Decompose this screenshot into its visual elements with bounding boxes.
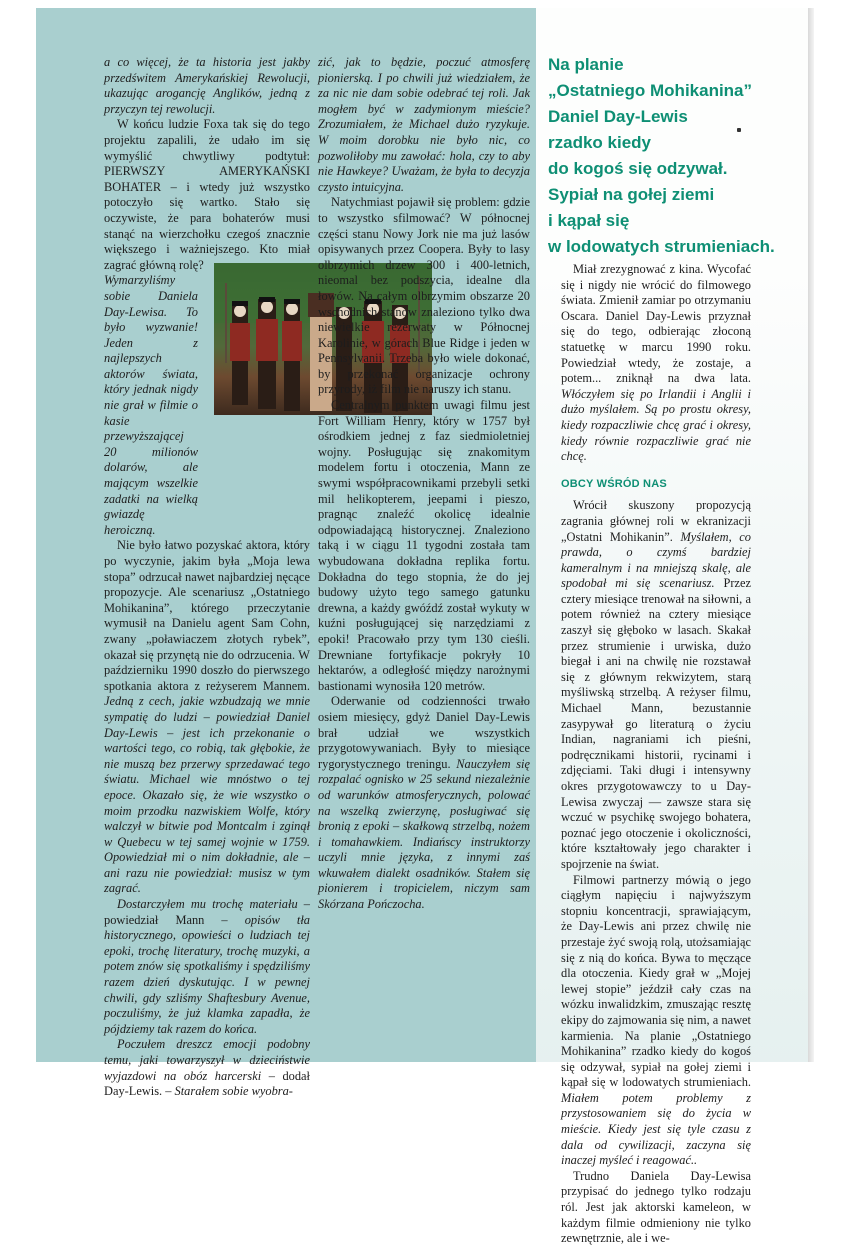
paragraph: Filmowi partnerzy mówią o jego ciągłym napięciu i najwyższym stopniu koncentracji, sprawiającym, że Day-Lewis ani przez chwilę nie przestaje żyć swoją rolą, utożsamiając się z nią do końca. Bywa to męczące dla otoczenia. Kiedy grał w „Mojej lewej stopie” jeździł cały czas na wózku inwalidzkim, zmuszając resztę ekipy do zajmowania się nim, a nawet karmienia. Na planie „Ostatniego Mohikanina” rzadko kiedy do kogoś się odzywał, sypiał na gołej ziemi i kąpał się w lodowatych strumieniach. Miałem potem problemy z przystosowaniem się do życia w mieście. Kiedy jest się tyle czasu z dala od cywilizacji, zaczyna się inaczej myśleć i reagować.. [561, 872, 751, 1168]
pull-quote-line: Na planie [548, 55, 624, 74]
paragraph: Dostarczyłem mu trochę materiału – powiedział Mann – opisów tła historycznego, opowieści o ludziach tej epoki, trochę literatury, trochę muzyki, a potem znów się spotkaliśmy i spędziliśmy razem dzień dyskutując. I w pewnej chwili, gdy szliśmy Shaftesbury Avenue, poczuliśmy, że już klamka zapadła, że pójdziemy tak razem do końca. [104, 897, 310, 1036]
paragraph: W końcu ludzie Foxa tak się do tego projektu zapalili, że udało im się wymyślić chwytliwy podtytuł: PIERWSZY AMERYKAŃSKI BOHATER – i wtedy już wszystko potoczyło się wartko. Stało się oczywiste, że para bohaterów musi stanąć na wierzchołku czegoś znacznie większego i ważniejszego. Kto miał zagrać główną rolę? [104, 117, 310, 272]
paragraph: Natychmiast pojawił się problem: gdzie to wszystko sfilmować? W północnej części stanu Nowy Jork nie ma już lasów opisywanych przez Coopera. Były to lasy olbrzymich drzew 300 i 400-letnich, nieomal bez podszycia, idealne dla łowów. Na całym olbrzymim obszarze 20 wschodnich stanów znaleziono tylko dwa niewielkie rezerwaty w Północnej Karolinie, w górach Blue Ridge i jeden w Pennsylvanii. Trzeba było wiele dokonać, by przekonać organizacje ochrony przyrody, iż film nie naruszy ich stanu. [318, 195, 530, 397]
pull-quote [548, 52, 775, 260]
paragraph: zić, jak to będzie, poczuć atmosferę pionierską. I po chwili już wiedziałem, że za nic nie dam sobie odebrać tej roli. Jak mogłem być w zadymionym mieście? Zrozumiałem, że Michael dużo ryzykuje. W moim dorobku nie było nic, co pozwoliłoby mu zawołać: hola, czy to aby nie Hawkeye? Uważam, że była to decyzja czysto intuicyjna. [318, 55, 530, 194]
paragraph: Nie było łatwo pozyskać aktora, który po wyczynie, jakim była „Moja lewa stopa” odrzucał nawet najbardziej nęcące propozycje. Ale scenariusz „Ostatniego Mohikanina”, którego przeczytanie wymusił na Danielu agent Sam Cohn, zwany „poławiaczem złotych rybek”, okazał się przynętą nie do odrzucenia. W październiku 1990 doszło do pierwszego spotkania aktora z reżyserem Mannem. Jedną z cech, jakie wzbudzają we mnie sympatię do ludzi – powiedział Daniel Day-Lewis – jest ich przekonanie o wartości tego, co robią, tak głębokie, że nie muszą bez przerwy sprzedawać tego światu. Michael wie mnóstwo o tej epoce. Okazało się, że wie wszystko o moim przodku nazwiskiem Wolfe, który walczył w bitwie pod Montcalm i zginął w Quebecu w tej samej wojnie w 1759. Opowiedział mi o nim dokładnie, ale – ani razu nie powiedział: musisz w tym zagrać. [104, 538, 310, 896]
intro-paragraph: Miał zrezygnować z kina. Wycofać się i nigdy nie wrócić do filmowego świata. Zmienił zamiar po otrzymaniu Oscara. Daniel Day-Lewis przyznał się do tego, odbierając złoconą statuetkę w marcu 1990 roku. Powiedział wtedy, że zostaje, a potem... zniknął na dwa lata. Włóczyłem się po Irlandii i Anglii i dużo myślałem. Są po prostu okresy, kiedy rozpaczliwie chcę grać i okresy, kiedy równie rozpaczliwie grać nie chcę. [561, 262, 751, 464]
paragraph: Poczułem dreszcz emocji podobny temu, jaki towarzyszył w dzieciństwie wyjazdowi na obóz harcerski – dodał Day-Lewis. – Starałem sobie wyobra- [104, 1037, 310, 1099]
pull-quote-line: „Ostatniego Mohikanina” [548, 81, 753, 100]
page-edge-shadow [808, 8, 814, 1062]
article-column-1 [104, 55, 310, 1100]
paragraph: a co więcej, że ta historia jest jakby przedświtem Amerykańskiej Rewolucji, ukazując arogancję Anglików, jedną z przyczyn tej rewolucji. [104, 55, 310, 116]
article-column-3 [561, 262, 751, 1247]
paragraph: Centralnym punktem uwagi filmu jest Fort William Henry, który w 1757 był ośrodkiem jednej z faz siedmioletniej wojny. Posługując się znakomitym modelem fortu i otoczenia, Mann ze swymi współpracownikami przebyli setki mil helikopterem, jeepami i pieszo, pragnąc znaleźć okolicę idealnie odpowiadającą historycznej. Znaleziono taką i w ciągu 11 tygodni została tam wybudowana dokładna replika fortu. Dokładna do tego stopnia, że do jej budowy użyto tego samego gatunku drewna, a każdy gwóźdź został wykuty w kuźni posługującej się narzędziami z epoki! Pracowało przy tym 130 cieśli. Drewniane fortyfikacje pokryły 10 hektarów, a odległość między narożnymi bastionami wynosiła 120 metrów. [318, 398, 530, 693]
pull-quote-line: rzadko kiedy [548, 133, 651, 152]
paragraph: Oderwanie od codzienności trwało osiem miesięcy, gdyż Daniel Day-Lewis brał udział we wszystkich przygotowywaniach. Były to miesiące rygorystycznego treningu. Nauczyłem się rozpalać ognisko w 25 sekund niezależnie od warunków atmosferycznych, polować na wszelką zwierzynę, posługiwać się bronią z epoki – skałkową strzelbą, nożem i tomahawkiem. Indiańscy instruktorzy uczyli mnie języka, z innymi zaś wkuwałem dialekt osadników. Stałem się pionierem i tropicielem, niczym sam Skórzana Pończocha. [318, 694, 530, 912]
section-heading: OBCY WŚRÓD NAS [561, 477, 667, 490]
pull-quote-line: Sypiał na gołej ziemi [548, 185, 715, 204]
pull-quote-line: Daniel Day-Lewis [548, 107, 688, 126]
paragraph: Wymarzyliśmy sobie Daniela Day-Lewisa. To było wyzwanie! Jeden z najlepszych aktorów świata, który jednak nigdy nie grał w filmie o kasie przewyższającej 20 milionów dolarów, ale mającym wszelkie zadatki na wielką gwiazdę heroiczną. [104, 273, 198, 537]
print-mark [737, 128, 741, 132]
paragraph: Trudno Daniela Day-Lewisa przypisać do jednego tylko rodzaju ról. Jest jak aktorski kameleon, w każdym filmie odmieniony nie tylko zewnętrznie, ale i we- [561, 1168, 751, 1246]
paragraph: Wrócił skuszony propozycją zagrania głównej roli w ekranizacji „Ostatni Mohikanin”. Myślałem, co prawda, o czymś bardziej kameralnym i na mniejszą skalę, ale spodobał mi się scenariusz. Przez cztery miesiące trenował na siłowni, a potem również na cztery miesiące zaszył się głęboko w lasach. Skakał przez strumienie i urwiska, dużo biegał i ani na chwilę nie rozstawał się z głównym rekwizytem, starą myśliwską strzelbą. A reżyser filmu, Michael Mann, bezustannie zasypywał go literaturą o życiu Indian, nagraniami ich pieśni, podręcznikami historii, rycinami i zdjęciami. Taki długi i intensywny okres przygotowawczy to u Day-Lewisa zwyczaj — zawsze stara się wczuć w psychikę swojego bohatera, poznać jego otoczenie i okoliczności, które kształtowały jego charakter i spojrzenie na świat. [561, 498, 752, 871]
pull-quote-line: i kąpał się [548, 211, 630, 230]
pull-quote-line: w lodowatych strumieniach. [548, 237, 775, 256]
pull-quote-line: do kogoś się odzywał. [548, 159, 728, 178]
article-column-2 [318, 55, 530, 913]
